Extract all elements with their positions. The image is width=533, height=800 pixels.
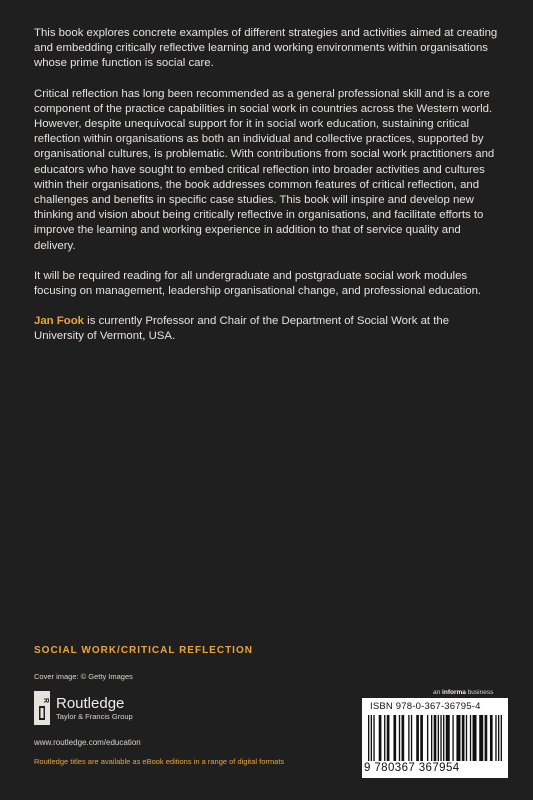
barcode-bar	[443, 715, 444, 761]
author-bio-text: is currently Professor and Chair of the Department of Social Work at the University of Vermont, USA.	[34, 315, 450, 343]
back-cover-blurb	[34, 26, 500, 360]
informa-prefix: an	[433, 689, 443, 696]
informa-business-tag	[433, 689, 493, 696]
barcode-bar	[452, 715, 453, 761]
subject-category: SOCIAL WORK/CRITICAL REFLECTION	[34, 645, 253, 656]
barcode-bar	[387, 715, 390, 761]
barcode-bar	[416, 715, 419, 761]
barcode-bar	[379, 715, 382, 761]
barcode-bar	[393, 715, 396, 761]
barcode-bar	[490, 715, 493, 761]
publisher-website: www.routledge.com/education	[34, 738, 141, 747]
routledge-logo-icon	[34, 691, 50, 725]
barcode-bar	[384, 715, 385, 761]
barcode-bar	[434, 715, 437, 761]
barcode-bar	[368, 715, 369, 761]
barcode-bar	[466, 715, 467, 761]
barcode-bar	[440, 715, 441, 761]
informa-suffix: business	[465, 689, 494, 696]
blurb-paragraph-3: It will be required reading for all undergraduate and postgraduate social work modules focusing on management, leadership organisational change, and professional education.	[34, 269, 482, 298]
svg-text:R: R	[42, 698, 49, 704]
barcode-bar	[462, 715, 465, 761]
barcode-bar	[438, 715, 439, 761]
author-name: Jan Fook	[34, 315, 85, 328]
barcode-bar	[485, 715, 488, 761]
author-bio	[34, 314, 500, 344]
barcode-bar	[402, 715, 405, 761]
barcode-bar	[420, 715, 423, 761]
barcode-bar	[431, 715, 432, 761]
blurb-paragraph-2: Critical reflection has long been recommended as a general professional skill and is a core component of the practice capabilities in social work in countries across the Western world. However, despite unequivocal support for it in social work education, sustaining critical reflection within organisations as both an individual and collective practices, supported by organisational cultures, is problematic. With contributions from social work practitioners and educators who have sought to embed critical reflection into broader activities and cultures within their organisations, the book addresses common features of critical reflection, and challenges and benefits in specific case studies. This book will inspire and develop new thinking and vision about being critically reflective in organisations, and facilitate efforts to improve the learning and working experience in addition to that of service quality and delivery.	[34, 87, 495, 252]
barcode-bar	[411, 715, 412, 761]
barcode-bar	[501, 715, 502, 761]
isbn-number: ISBN 978-0-367-36795-4	[370, 701, 481, 712]
cover-image-credit: Cover image: © Getty Images	[34, 672, 133, 681]
barcode-bar	[399, 715, 400, 761]
barcode-bar	[373, 715, 374, 761]
barcode-bar	[473, 715, 477, 761]
barcode-bar	[371, 715, 372, 761]
barcode-icon	[368, 715, 502, 765]
isbn-barcode	[362, 698, 508, 778]
barcode-bar	[408, 715, 409, 761]
publisher-block	[34, 691, 133, 725]
barcode-bar	[470, 715, 471, 761]
barcode-bar	[427, 715, 428, 761]
barcode-bar	[479, 715, 483, 761]
barcode-bar	[495, 715, 496, 761]
barcode-bar	[498, 715, 499, 761]
publisher-name: Routledge	[56, 694, 125, 712]
barcode-digits: 9 780367 367954	[364, 762, 460, 774]
ebook-note: Routledge titles are available as eBook editions in a range of digital formats	[34, 757, 285, 766]
barcode-bar	[446, 715, 450, 761]
barcode-bar	[456, 715, 460, 761]
informa-brand: informa	[442, 689, 466, 696]
blurb-paragraph-1: This book explores concrete examples of different strategies and activities aimed at creating and embedding critically reflective learning and working environments within organisations whose prime function is social care.	[34, 27, 498, 70]
publisher-group: Taylor & Francis Group	[56, 711, 133, 721]
